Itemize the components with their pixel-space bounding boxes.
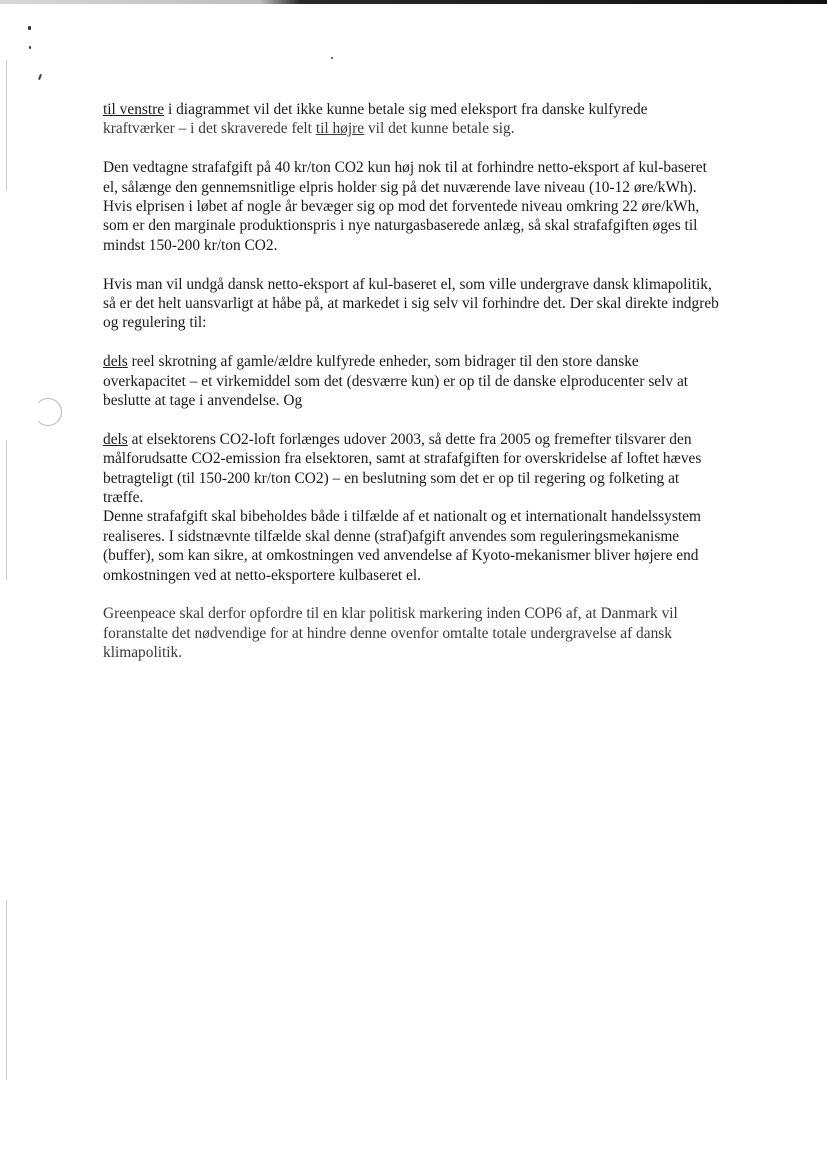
text-line: foranstalte det nødvendige for at hindre denne ovenfor omtalte totale undergravelse af dansk (103, 624, 672, 642)
text-line: Hvis elprisen i løbet af nogle år bevæger sig op mod det forventede niveau omkring 22 øre/kWh, (103, 198, 700, 216)
scan-speck (38, 74, 42, 80)
text-line: Hvis man vil undgå dansk netto-eksport af kul-baseret el, som ville undergrave dansk klimapolitik, (103, 275, 712, 293)
paragraph-greenpeace (103, 604, 779, 662)
text-line: mindst 150-200 kr/ton CO2. (103, 236, 278, 254)
document-body (103, 100, 779, 682)
scan-speck (331, 57, 333, 59)
text-line: Den vedtagne strafafgift på 40 kr/ton CO2 kun høj nok til at forhindre netto-eksport af kul-baseret (103, 159, 707, 177)
text-run: vil det kunne betale sig. (364, 120, 515, 138)
punch-hole-mark (34, 398, 62, 426)
scan-top-edge (0, 0, 827, 4)
scan-speck (28, 26, 31, 30)
text-line: beslutte at tage i anvendelse. Og (103, 392, 303, 410)
text-line: træffe. (103, 489, 144, 507)
text-run: at elsektorens CO2-loft forlænges udover 2003, så dette fra 2005 og fremefter tilsvarer den (127, 430, 692, 448)
scan-left-rule (6, 900, 7, 1080)
text-line: overkapacitet – et virkemiddel som det (desværre kun) er op til de danske elproducenter selv at (103, 372, 689, 390)
scan-left-rule (6, 440, 7, 580)
paragraph-netto-eksport (103, 275, 779, 333)
text-line: (buffer), som kan sikre, at omkostningen ved anvendelse af Kyoto-mekanismer bliver højere end (103, 547, 699, 565)
paragraph-diagram-note (103, 100, 779, 139)
text-run: reel skrotning af gamle/ældre kulfyrede enheder, som bidrager til den store danske (127, 353, 639, 371)
text-line: Greenpeace skal derfor opfordre til en klar politisk markering inden COP6 af, at Danmark vil (103, 605, 678, 623)
text-line: omkostningen ved at netto-eksportere kulbaseret el. (103, 566, 421, 584)
text-line: målforudsatte CO2-emission fra elsektoren, samt at strafafgiften for overskridelse af loftet hæves (103, 450, 702, 468)
scan-speck (29, 46, 31, 49)
scan-left-rule (6, 60, 7, 190)
text-run: i diagrammet vil det ikke kunne betale sig med eleksport fra danske kulfyrede (164, 101, 648, 118)
text-line: som er den marginale produktionspris i nye naturgasbaserede anlæg, så skal strafafgiften øges til (103, 217, 698, 235)
underlined-phrase: til højre (315, 120, 365, 138)
text-line: så er det helt uansvarligt at håbe på, at markedet i sig selv vil forhindre det. Der skal direkte indgreb (103, 295, 719, 313)
underlined-word: dels (103, 430, 128, 448)
text-line: el, sålænge den gennemsnitlige elpris holder sig på det nuværende lave niveau (10-12 øre/kWh). (103, 178, 697, 196)
paragraph-strafafgift (103, 158, 779, 255)
text-line: betragteligt (til 150-200 kr/ton CO2) – en beslutning som det er op til regering og folketing at (103, 469, 680, 487)
paragraph-handelssystem (103, 507, 779, 585)
underlined-word: dels (103, 353, 128, 371)
text-line: realiseres. I sidstnævnte tilfælde skal denne (straf)afgift anvendes som reguleringsmekanisme (103, 527, 680, 545)
paragraph-dels-skrotning (103, 352, 779, 410)
underlined-phrase: til venstre (103, 101, 165, 118)
text-line: klimapolitik. (103, 644, 183, 662)
paragraph-dels-co2-loft (103, 430, 779, 508)
text-line: og regulering til: (103, 314, 207, 332)
text-line: Denne strafafgift skal bibeholdes både i tilfælde af et nationalt og et internationalt handelssystem (103, 508, 701, 526)
text-run: kraftværker – i det skraverede felt (103, 120, 316, 138)
